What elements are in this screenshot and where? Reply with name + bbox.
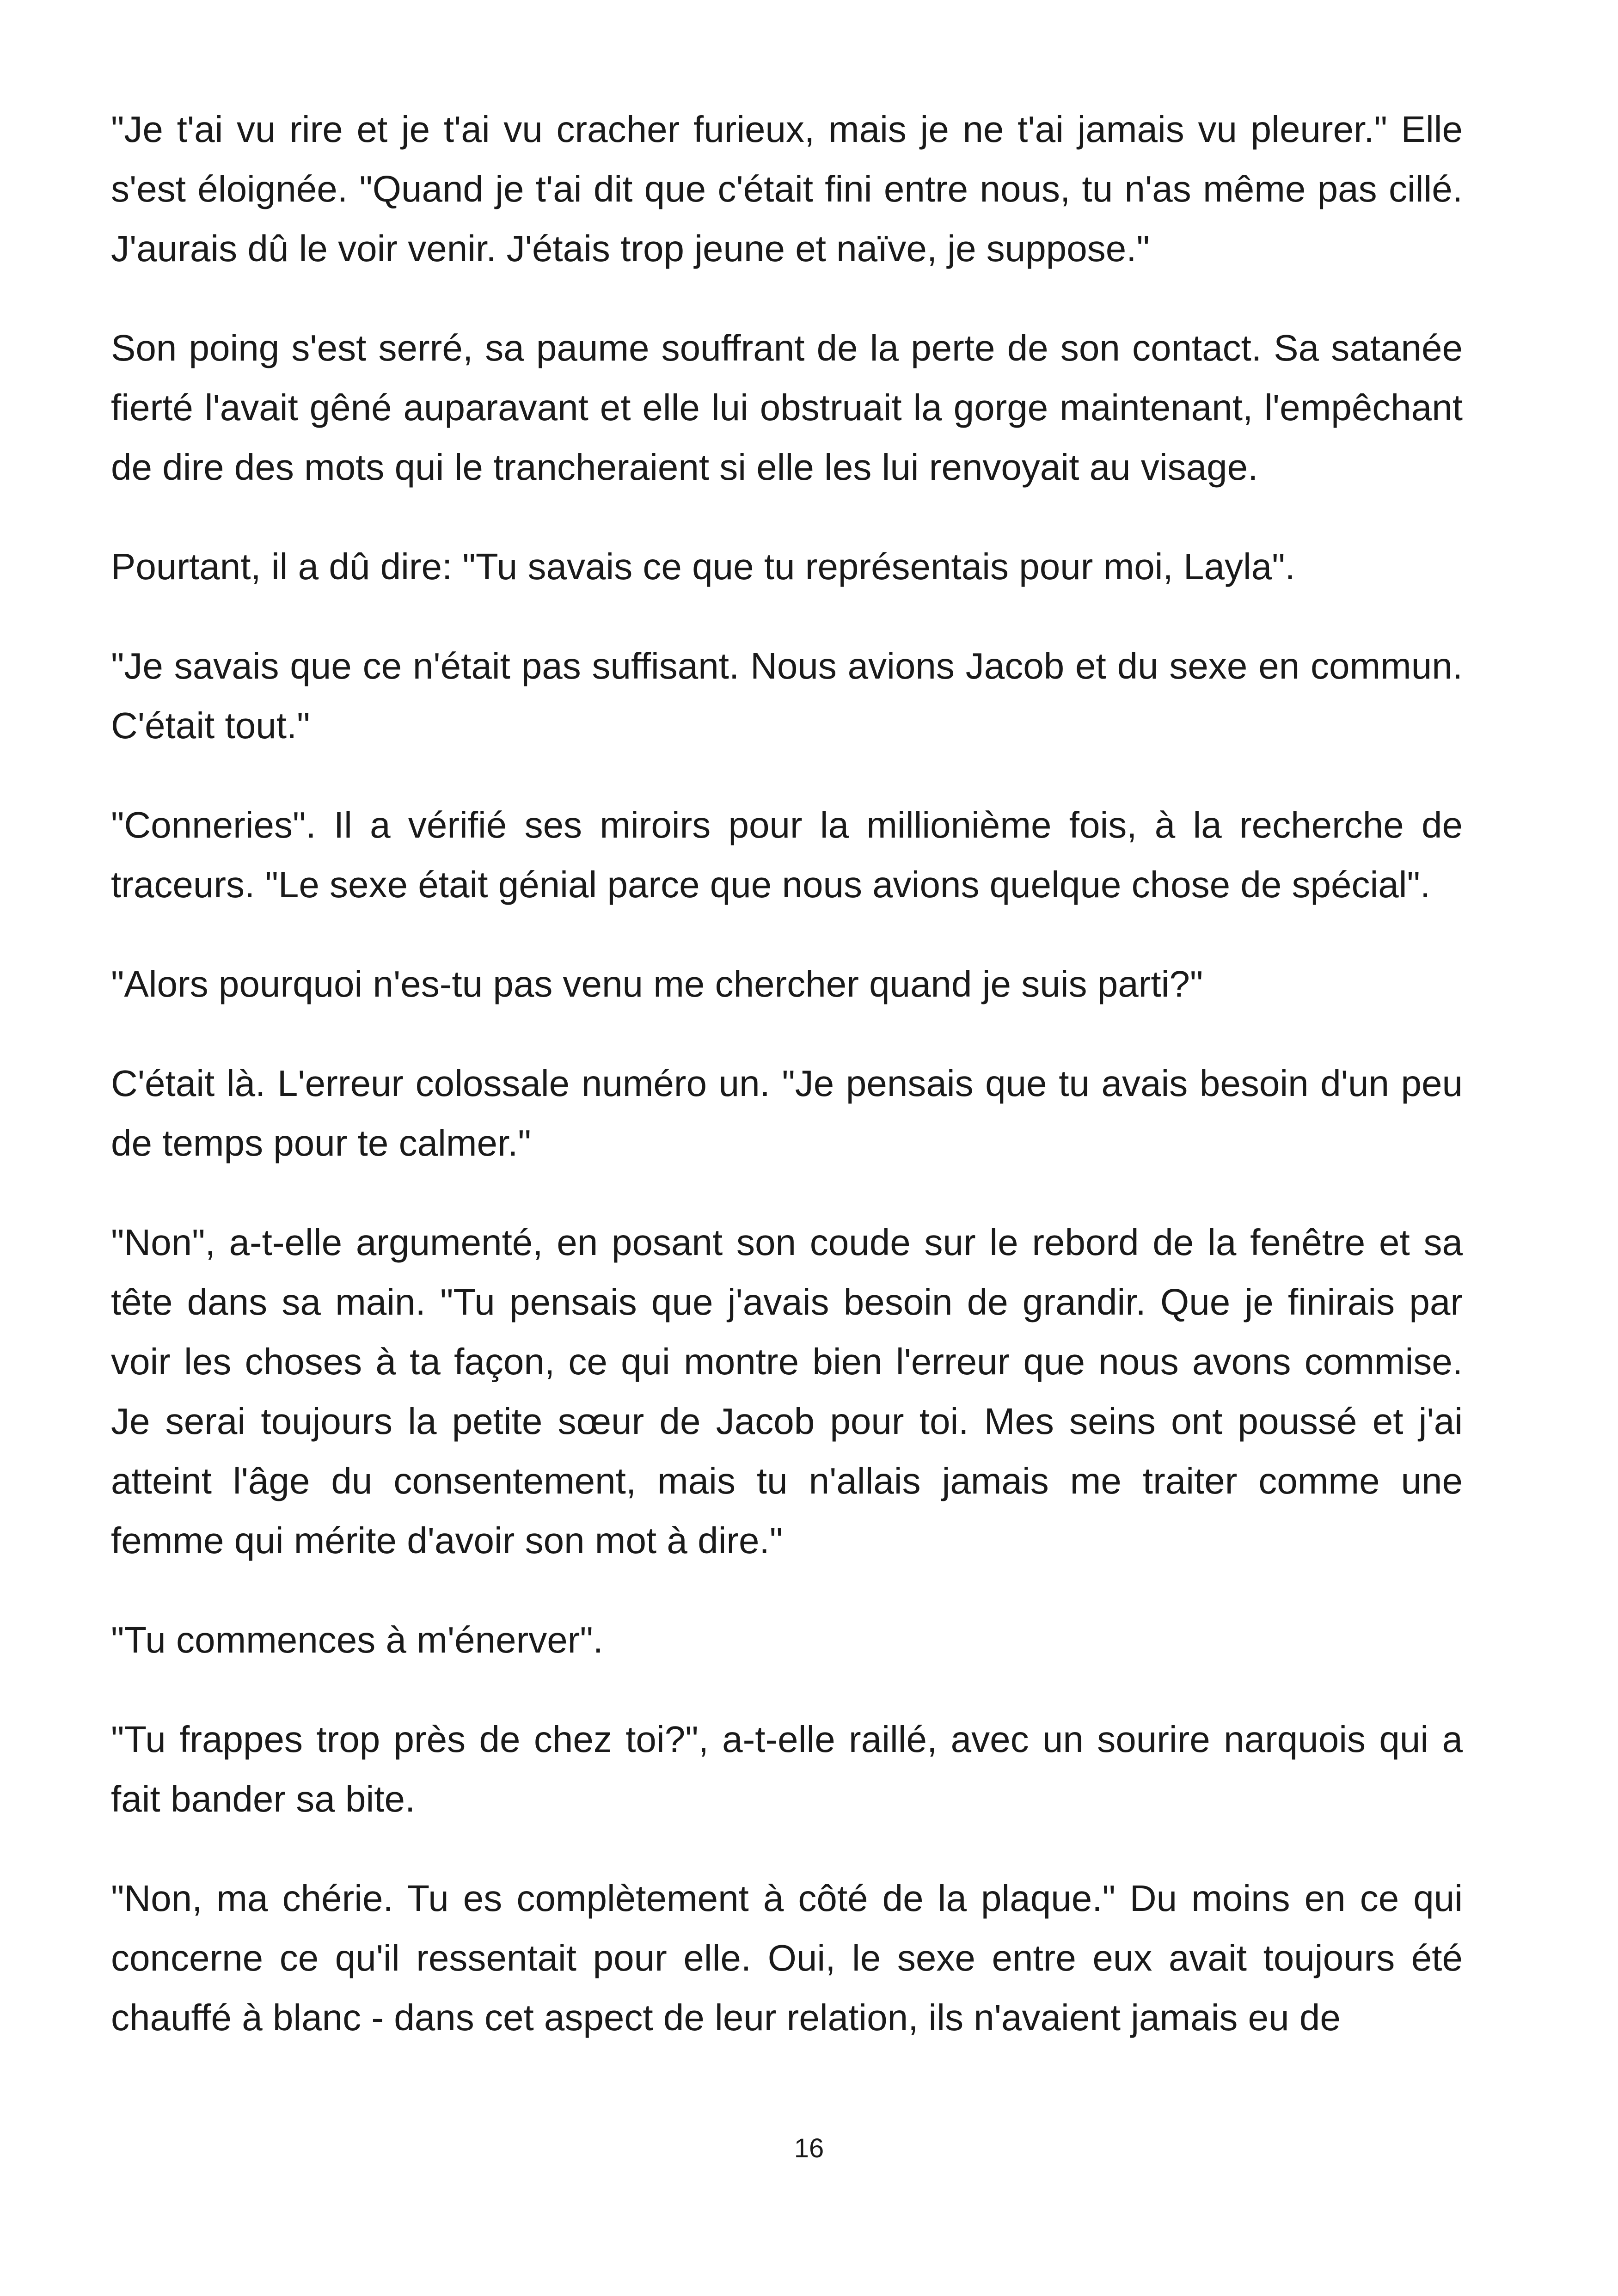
paragraph: "Non", a-t-elle argumenté, en posant son coude sur le rebord de la fenêtre et sa tête dans sa main. "Tu pensais que j'avais besoin de grandir. Que je finirais par voir les choses à ta façon, ce qui montre bien l'erreur que nous avons commise. Je serai toujours la petite sœur de Jacob pour toi. Mes seins ont poussé et j'ai atteint l'âge du consentement, mais tu n'allais jamais me traiter comme une femme qui mérite d'avoir son mot à dire.": [111, 1222, 1463, 1561]
paragraph: "Conneries". Il a vérifié ses miroirs pour la millionième fois, à la recherche de traceurs. "Le sexe était génial parce que nous avions quelque chose de spécial".: [111, 804, 1463, 905]
paragraph: "Alors pourquoi n'es-tu pas venu me chercher quand je suis parti?": [111, 963, 1203, 1004]
page-body: [111, 99, 1463, 2047]
paragraph: "Tu commences à m'énerver".: [111, 1619, 603, 1660]
paragraph: Son poing s'est serré, sa paume souffrant de la perte de son contact. Sa satanée fierté l'avait gêné auparavant et elle lui obstruait la gorge maintenant, l'empêchant de dire des mots qui le trancheraient si elle les lui renvoyait au visage.: [111, 327, 1463, 488]
paragraph: "Je savais que ce n'était pas suffisant. Nous avions Jacob et du sexe en commun. C'était tout.": [111, 645, 1463, 746]
paragraph: C'était là. L'erreur colossale numéro un. "Je pensais que tu avais besoin d'un peu de temps pour te calmer.": [111, 1063, 1463, 1163]
page-number: 16: [794, 2133, 824, 2163]
paragraph: "Tu frappes trop près de chez toi?", a-t-elle raillé, avec un sourire narquois qui a fait bander sa bite.: [111, 1719, 1463, 1819]
paragraph: "Je t'ai vu rire et je t'ai vu cracher furieux, mais je ne t'ai jamais vu pleurer." Elle s'est éloignée. "Quand je t'ai dit que c'était fini entre nous, tu n'as même pas cillé. J'aurais dû le voir venir. J'étais trop jeune et naïve, je suppose.": [111, 109, 1463, 269]
paragraph: Pourtant, il a dû dire: "Tu savais ce que tu représentais pour moi, Layla".: [111, 546, 1295, 587]
paragraph: "Non, ma chérie. Tu es complètement à côté de la plaque." Du moins en ce qui concerne ce qu'il ressentait pour elle. Oui, le sexe entre eux avait toujours été chauffé à blanc - dans cet aspect de leur relation, ils n'avaient jamais eu de: [111, 1878, 1463, 2038]
